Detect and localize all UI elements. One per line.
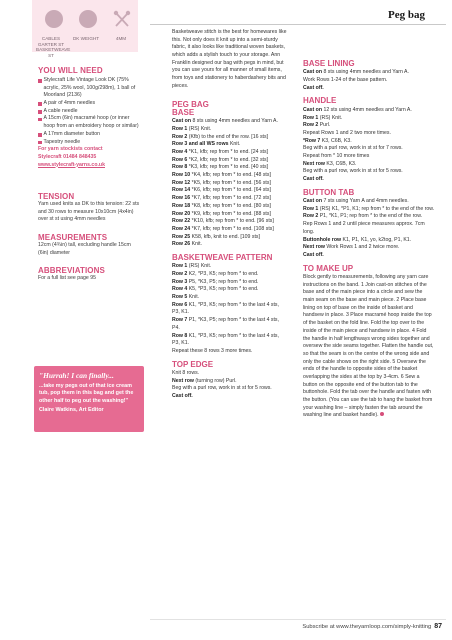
weight-badge [74,10,102,36]
instruction-row: Row 7 P1, *K3, P5; rep from * to the last 4 sts, P4. [172,317,279,331]
section-heading: BASKETWEAVE PATTERN [172,252,273,262]
tension-section [38,192,142,224]
instruction-row: Row 2 P1, *K1, P1; rep from * to the end of the row. [303,213,423,220]
instruction-row: Cast on 8 sts using 4mm needles and Yarn A. [172,118,278,125]
list-item: A cable needle [38,108,142,116]
section-heading: BASE LINING [303,59,355,68]
instruction-row: Repeat these 8 rows 3 more times. [172,347,253,354]
page-footer [276,623,442,630]
instruction-row: Cast on 8 sts using 4mm needles and Yarn A. [303,69,409,76]
instruction-row: Row 3 and all WS rows Knit. [172,141,241,148]
instruction-row: Row 5 Knit. [172,294,200,301]
instruction-row: Row 1 (RS) Knit. [172,125,212,132]
instruction-row: Row 8 *K3, kfb; rep from * to end. [40 sts] [172,164,269,171]
list-item: A 17mm diameter button [38,131,142,139]
list-item: A 15cm (6in) macramé hoop (or inner hoop from an embroidery hoop or similar) [38,115,142,130]
technique-badge [40,10,68,36]
intro-paragraph: Basketweave stitch is the best for homewares like this. Not only does it knit up into a semi-sturdy fabric, it also looks like traditional woven baskets, which adds a stylish touch to your storage. Ann Franklin designed our bag with pegs in mind, but you can use yours for all manner of small items, from toys and stationery to haberdashery bits and pieces. [172,29,287,89]
instruction-row: Row 14 *K6, kfb; rep from * to end. [64 sts] [172,187,271,194]
instruction-row: Repeat from * 10 more times [303,152,370,159]
instruction-row: Row 6 K1, *P3, K5; rep from * to the last 4 sts, P3, K1. [172,301,279,316]
yarn-ball-icon [45,10,63,28]
end-mark-icon [380,412,384,416]
needle-badge [108,10,136,36]
bullet-icon [38,118,42,122]
button-tab-instructions [303,198,435,260]
instruction-row: *Row 7 K3, C6B, K3. [303,137,352,144]
instruction-row: Row 2 Purl. [303,122,331,129]
instruction-row: Row 10 *K4, kfb; rep from * to end. [48 sts] [172,172,271,179]
stockists-label: For yarn stockists contact [38,146,103,153]
section-heading: ABBREVIATIONS [38,266,105,275]
instruction-row: Knit 8 rows. [172,370,200,376]
instruction-row: Beg with a purl row, work in st st for 7 rows. [303,145,403,152]
you-will-need-section [38,66,142,169]
list-item: Stylecraft Life Vintage Look DK (75% acrylic, 25% wool, 100g/298m), 1 ball of Moorland (2136) [38,77,142,100]
instruction-row: Row 1 (RS) Knit. [172,263,212,270]
footer-divider [150,619,446,620]
section-heading: TO MAKE UP [303,263,354,273]
page-number: 87 [434,623,442,630]
bullet-icon [38,133,42,137]
handle-instructions [303,107,435,184]
instruction-row: Row 3 P5, *K3, P5; rep from * to end. [172,278,259,285]
section-heading: HANDLE [303,96,337,106]
list-item: A pair of 4mm needles [38,100,142,108]
base-instructions [172,118,288,249]
icon-label: CABLES GARTER ST BASKETWEAVE ST [36,36,71,58]
instruction-row: Next row K3, C6B, K3. [303,160,357,167]
needles-icon [113,10,131,28]
bullet-icon [38,141,42,145]
measurements-section [38,233,142,257]
list-item: Tapestry needle [38,139,142,147]
lining-instructions [303,69,435,92]
instruction-row: Row 6 *K2, kfb; rep from * to end. [32 sts] [172,156,269,163]
instruction-row: Cast off. [172,393,193,400]
quote-title: "Hurrah! I can finally... [39,371,114,380]
instruction-row: Buttonhole row K1, P1, K1, yo, k2tog, P1, K1. [303,236,412,243]
instruction-row: Row 24 *K7, kfb; rep from * to end. [108 sts] [172,225,274,232]
abbreviations-text: For a full list see page 95 [38,275,96,281]
yarn-ball-icon [79,10,97,28]
icon-label: DK WEIGHT [72,36,100,41]
measurements-text: 12cm (4¾in) tall, excluding handle 15cm (6in) diameter [38,242,131,256]
skill-icons [40,10,136,36]
instruction-row: Cast off. [303,251,324,258]
instruction-row: Rep Rows 1 and 2 until piece measures approx. 7cm long. [303,221,425,235]
instruction-row: Row 26 Knit. [172,241,202,248]
instruction-row: Beg with a purl row, work in st st for 5 rows. [172,385,272,392]
instruction-row: Row 22 *K10, kfb; rep from * to end. [96 sts] [172,218,274,225]
instruction-row: Row 4 K5, *P3, K5; rep from * to end. [172,286,259,293]
instruction-row: Cast off. [303,84,324,91]
stockists-link[interactable]: www.stylecraft-yarns.co.uk [38,161,105,168]
instruction-row: Row 1 (RS) K1, *P1, K1; rep from * to the end of the row. [303,205,435,212]
section-heading: BUTTON TAB [303,187,355,197]
right-column [303,60,435,420]
subscribe-link[interactable]: Subscribe at www.theyarnloop.com/simply-knitting [302,624,432,630]
icon-labels [36,36,136,58]
quote-body: ...take my pegs out of that ice cream tub, pop them in this bag and get the other half to peg out the washing!" [39,383,134,404]
title-divider [150,24,446,25]
instruction-row: Next row (turning row) Purl. [172,377,237,384]
instruction-row: Cast off. [303,176,324,183]
instruction-row: Row 20 *K9, kfb; rep from * to end. [88 sts] [172,210,271,217]
instruction-row: Beg with a purl row, work in st st for 5 rows. [303,168,403,175]
section-heading: PEG BAG BASE [172,99,209,117]
middle-column [172,29,288,401]
section-heading: YOU WILL NEED [38,66,103,75]
instruction-row: Row 2 K2, *P3, K5; rep from * to end. [172,271,259,278]
tension-text: Yarn used knits as DK to this tension: 22 sts and 30 rows to measure 10x10cm (4x4in) over st st using 4mm needles [38,201,140,223]
make-up-text: Block gently to measurements, following any yarn care instructions on the band. 1 Join cast-on stitches of the base and of the main piece into a circle and sew the main seam on the base and main piece. 2 Place base lining on top of base on the inside of basket and handsew in place. 3 Place macramé hoop inside the top of the basket on the fold line. Fold the top over to the inside of the main piece and handsew in place. 4 Fold the handle in half lengthways wrong sides together and oversew the side seams together. Flatten the handle out, so that the seam is on the centre of the wrong side and only the cable shows on the right side. 5 Oversew the ends of the handle to opposite sides of the basket overlapping the sides at the top by 3-4cm. 6 Sew a button on the opposite end of the button tab to the buttonhole. Fold the tab over the handle and fasten with the button. (You can use the tab to hang the basket from your washing line – simply fasten the tab around the washing line and basket handle). [303,274,434,419]
stockists-contact: Stylecraft 01484 848435 [38,153,97,160]
bullet-icon [38,102,42,106]
instruction-row: Repeat Rows 1 and 2 two more times. [303,129,391,136]
instruction-row: Row 16 *K7, kfb; rep from * to end. [72 sts] [172,195,271,202]
instruction-row: Row 4 *K1, kfb; rep from * to end. [24 sts] [172,149,269,156]
abbreviations-section [38,266,142,283]
instruction-row: Work Rows 1-24 of the base pattern. [303,77,388,84]
page-title: Peg bag [388,9,425,21]
instruction-row: Row 12 *K5, kfb; rep from * to end. [56 sts] [172,179,271,186]
instruction-row: Cast on 7 sts using Yarn A and 4mm needles. [303,198,409,205]
staff-quote-box [34,366,144,432]
bullet-icon [38,110,42,114]
quote-author: Claire Watkins, Art Editor [39,406,104,413]
instruction-row: Row 18 *K8, kfb; rep from * to end. [80 sts] [172,202,271,209]
instruction-row: Row 25 K58, kfb, knit to end. [109 sts] [172,233,260,240]
instruction-row: Row 1 (RS) Knit. [303,114,343,121]
bullet-icon [38,79,42,83]
section-heading: MEASUREMENTS [38,233,108,242]
basketweave-instructions [172,263,288,355]
instruction-row: Row 2 (Kfb) to the end of the row. [16 sts] [172,133,269,140]
instruction-row: Next row Work Rows 1 and 2 twice more. [303,244,400,251]
section-heading: TOP EDGE [172,359,214,369]
instruction-row: Row 8 K1, *P3, K5; rep from * to the last 4 sts, P3, K1. [172,332,279,347]
section-heading: TENSION [38,192,75,201]
instruction-row: Cast on 12 sts using 4mm needles and Yarn A. [303,106,412,113]
icon-label: 4MM [115,36,127,41]
top-edge-instructions [172,370,288,401]
